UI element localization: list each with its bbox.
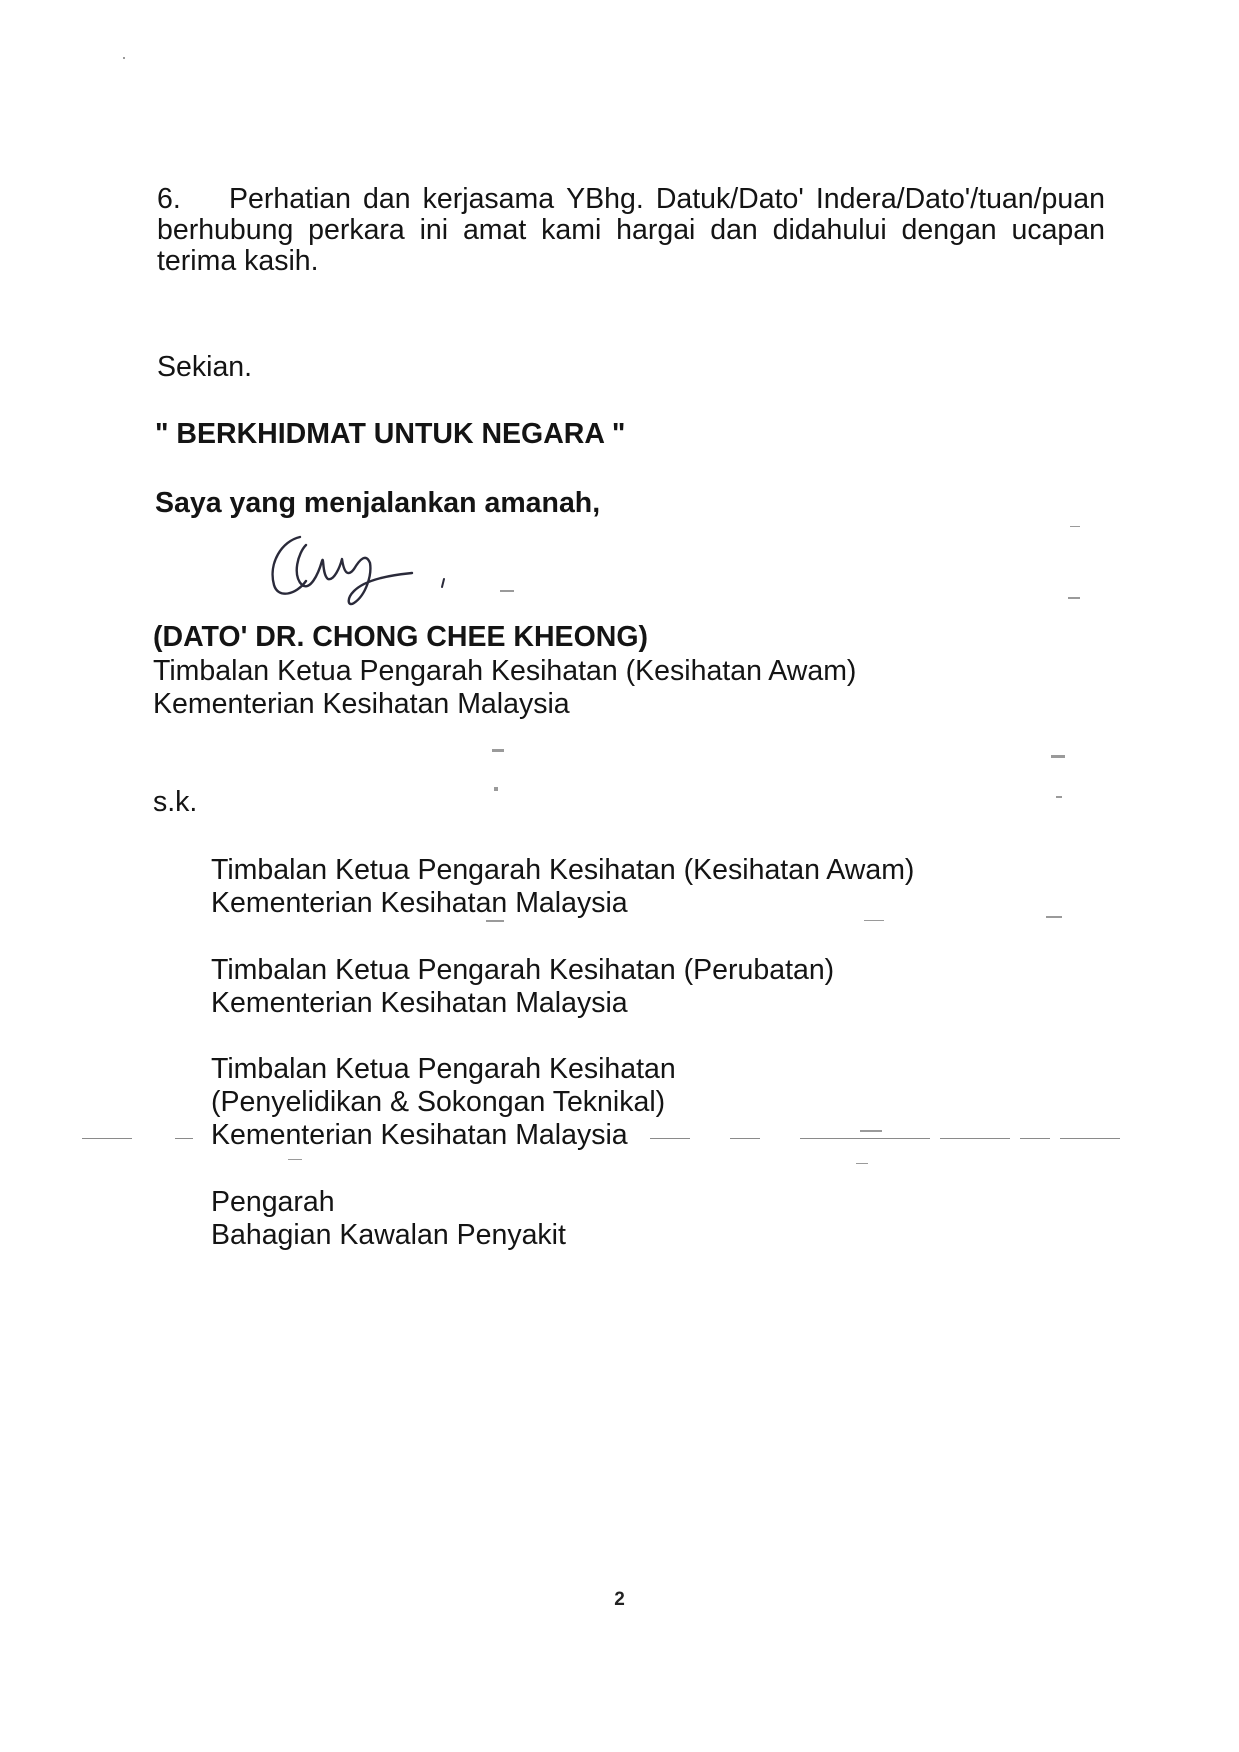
recipient-4-line-1: Pengarah bbox=[211, 1186, 335, 1218]
signature bbox=[262, 523, 462, 613]
recipient-4-line-2: Bahagian Kawalan Penyakit bbox=[211, 1219, 566, 1251]
paragraph-line: 6. Perhatian dan kerjasama YBhg. Datuk/Dato' Indera/Dato'/tuan/puan bbox=[157, 183, 1105, 215]
recipient-2-line-1: Timbalan Ketua Pengarah Kesihatan (Perubatan) bbox=[211, 954, 835, 986]
recipient-3-line-1: Timbalan Ketua Pengarah Kesihatan bbox=[211, 1053, 676, 1085]
signatory-title: Timbalan Ketua Pengarah Kesihatan (Kesihatan Awam) bbox=[153, 655, 857, 687]
signatory-name: (DATO' DR. CHONG CHEE KHEONG) bbox=[153, 621, 648, 653]
signatory-organization: Kementerian Kesihatan Malaysia bbox=[153, 688, 570, 720]
trust-line: Saya yang menjalankan amanah, bbox=[155, 487, 601, 519]
recipient-3-line-3: Kementerian Kesihatan Malaysia bbox=[211, 1119, 628, 1151]
signature-scribble bbox=[262, 523, 462, 613]
closing-sekian: Sekian. bbox=[157, 351, 253, 383]
paragraph-line: berhubung perkara ini amat kami hargai dan didahului dengan ucapan bbox=[157, 214, 1105, 246]
recipient-2-line-2: Kementerian Kesihatan Malaysia bbox=[211, 987, 628, 1019]
recipient-3-line-2: (Penyelidikan & Sokongan Teknikal) bbox=[211, 1086, 666, 1118]
paragraph-number: 6. bbox=[157, 183, 181, 215]
paragraph-line: terima kasih. bbox=[157, 245, 319, 277]
motto: " BERKHIDMAT UNTUK NEGARA " bbox=[155, 418, 626, 450]
recipient-1-line-2: Kementerian Kesihatan Malaysia bbox=[211, 887, 628, 919]
page-number: 2 bbox=[614, 1589, 625, 1610]
copies-label: s.k. bbox=[153, 786, 198, 818]
paragraph-6 bbox=[157, 184, 1105, 277]
recipient-1-line-1: Timbalan Ketua Pengarah Kesihatan (Kesihatan Awam) bbox=[211, 854, 915, 886]
